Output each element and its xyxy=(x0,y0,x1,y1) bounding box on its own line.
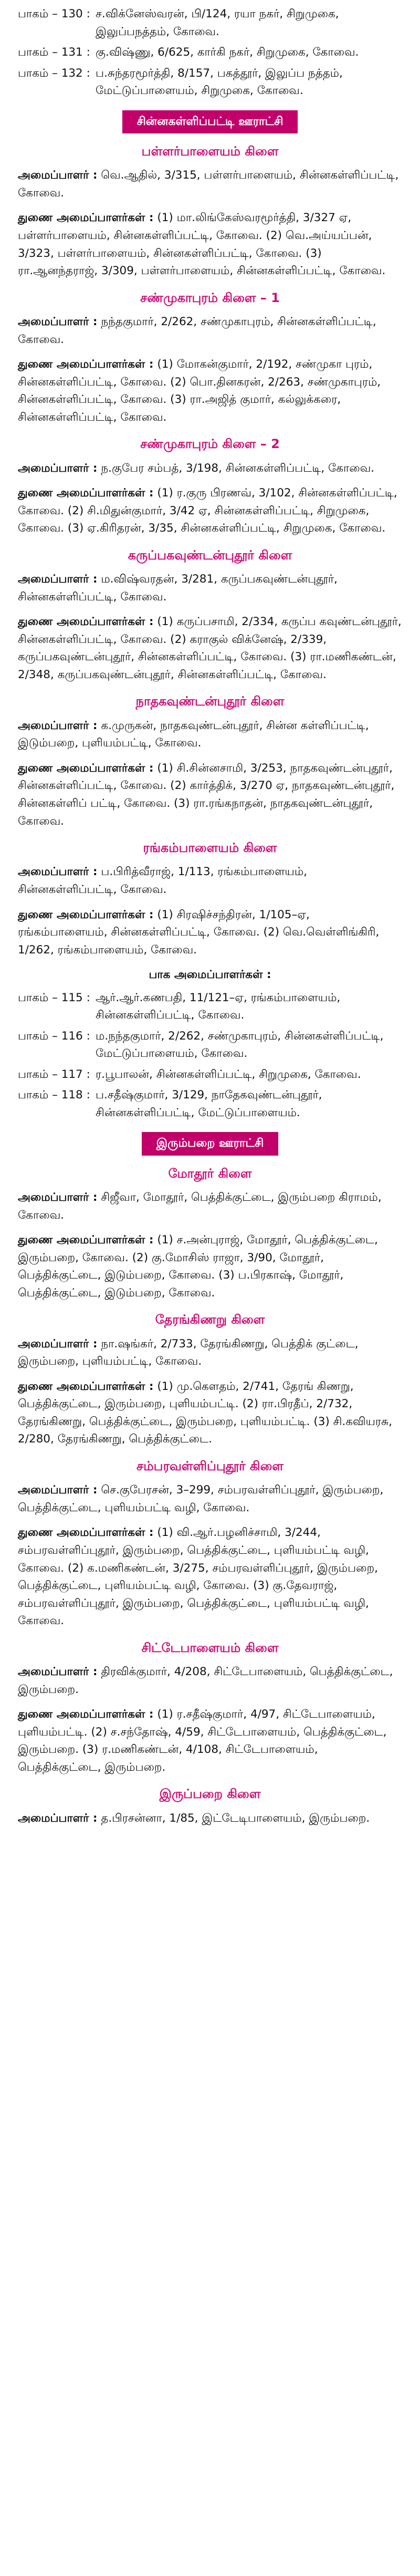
deputy-text: (1) மோகன்குமார், 2/192, சண்முகா புரம், சின்னகள்ளிப்பட்டி, கோவை. (2) பொ.தினகரன், 2/263, சண்முகாபுரம், சின்னகள்ளிப்பட்டி, கோவை. (3) ரா.அஜித் குமார், கல்லுக்கரை, சின்னகள்ளிப்பட்டி, கோவை. xyxy=(18,358,381,424)
deputy-entry xyxy=(18,209,402,279)
organizer-entry xyxy=(18,1481,402,1516)
deputy-entry xyxy=(18,356,402,426)
branch-title: இருப்பறை கிளை xyxy=(159,1786,261,1802)
ward-label: பாகம் – 115 : xyxy=(18,991,90,1004)
ward-text: ம.நந்தகுமார், 2/262, சண்முகாபுரம், சின்னகள்ளிப்பட்டி, மேட்டுப்பாளையம், கோவை. xyxy=(96,1029,384,1061)
deputy-entry xyxy=(18,1706,402,1776)
deputy-label: துணை அமைப்பாளர்கள் : xyxy=(18,486,154,500)
organizer-entry xyxy=(18,570,402,606)
organizer-text: ப.பிரித்வீராஜ், 1/113, ரங்கம்பாளையம், சின்னகள்ளிப்பட்டி, கோவை. xyxy=(18,865,307,896)
ward-row xyxy=(18,1027,402,1063)
deputy-text: (1) சி.சின்னசாமி, 3/253, நாதகவுண்டன்புதூர், சின்னகள்ளிப்பட்டி, கோவை. (2) கார்த்திக், 3/270 ஏ, நாதகவுண்டன்புதூர், சின்னகள்ளிப் பட்டி, கோவை. (3) ரா.ரங்கநாதன், நாதகவுண்டன்புதூர், கோவை. xyxy=(18,761,395,828)
organizer-label: அமைப்பாளர் : xyxy=(18,1337,98,1351)
branch-title: சம்பரவள்ளிப்புதூர் கிளை xyxy=(136,1458,284,1473)
organizer-label: அமைப்பாளர் : xyxy=(18,169,98,182)
pagam-title: பாக அமைப்பாளர்கள் : xyxy=(149,968,271,982)
ward-text: ப.சுந்தரமூர்த்தி, 8/157, பகத்தூர், இலுப்ப நத்தம், மேட்டுப்பாளையம், சிறுமுகை, கோவை. xyxy=(96,66,343,98)
ward-text: ச.விக்னேஸ்வரன், பி/124, ரயா நகர், சிறுமுகை, இலுப்பநத்தம், கோவை. xyxy=(96,7,339,38)
deputy-entry xyxy=(18,613,402,683)
branch-title: மோதூர் கிளை xyxy=(168,1166,252,1181)
section-heading: இரும்பறை ஊராட்சி xyxy=(142,1132,279,1155)
deputy-label: துணை அமைப்பாளர்கள் : xyxy=(18,908,154,921)
pagam-list xyxy=(18,989,402,1122)
organizer-text: ந.குபேர சம்பத், 3/198, சின்னகள்ளிப்பட்டி, கோவை. xyxy=(101,461,375,475)
branch-title: நாதகவுண்டன்புதூர் கிளை xyxy=(135,694,285,709)
organizer-label: அமைப்பாளர் : xyxy=(18,461,98,475)
ward-row xyxy=(18,5,402,40)
deputy-label: துணை அமைப்பாளர்கள் : xyxy=(18,1526,154,1540)
deputy-label: துணை அமைப்பாளர்கள் : xyxy=(18,615,154,629)
ward-row xyxy=(18,1086,402,1121)
deputy-text: (1) மு.கௌதம், 2/741, தேரங் கிணறு, பெத்திக்குட்டை, இரும்பறை, புளியம்பட்டி. (2) ரா.பிரதீப், 2/732, தேரங்கிணறு, பெத்திக்குட்டை, இரும்பறை, புளியம்பட்டி. (3) சி.கவியரசு, 2/280, தேரங்கிணறு, பெத்திக்குட்டை. xyxy=(18,1379,392,1446)
ward-row xyxy=(18,1066,402,1084)
organizer-text: செ.குபேரசன், 3–299, சம்பரவள்ளிப்புதூர், இரும்பறை, பெத்திக்குட்டை, புளியம்பட்டி வழி, கோவை. xyxy=(18,1483,384,1514)
organizer-entry xyxy=(18,1810,402,1827)
organizer-label: அமைப்பாளர் : xyxy=(18,1811,98,1825)
organizer-text: திரவிக்குமார், 4/208, சிட்டேபாளையம், பெத்திக்குட்டை, இரும்பறை. xyxy=(18,1665,393,1696)
organizer-entry xyxy=(18,313,402,348)
deputy-entry xyxy=(18,484,402,537)
ward-label: பாகம் – 130 : xyxy=(18,7,90,20)
organizer-entry xyxy=(18,1335,402,1370)
organizer-label: அமைப்பாளர் : xyxy=(18,719,98,732)
branch-title: கருப்பகவுண்டன்புதூர் கிளை xyxy=(128,547,292,563)
ward-label: பாகம் – 131 : xyxy=(18,46,90,59)
deputy-entry xyxy=(18,760,402,830)
ward-row xyxy=(18,989,402,1024)
organizer-entry xyxy=(18,460,402,477)
organizer-entry xyxy=(18,167,402,202)
organizer-text: க.முருகன், நாதகவுண்டன்புதூர், சின்ன கள்ளிப்பட்டி, இடும்பறை, புளியம்பட்டி, கோவை. xyxy=(18,719,369,750)
section-heading-wrap xyxy=(18,1132,402,1155)
deputy-text: (1) சிரஷிச்சந்திரன், 1/105–ஏ, ரங்கம்பாளையம், சின்னகள்ளிப்பட்டி, கோவை. (2) வெ.வெள்ளிங்கிரி, 1/262, ரங்கம்பாளையம், கோவை. xyxy=(18,908,380,957)
branch-title: தேரங்கிணறு கிளை xyxy=(155,1312,265,1327)
organizer-text: த.பிரசன்னா, 1/85, இட்டேடிபாளையம், இரும்பறை. xyxy=(101,1811,370,1825)
organizer-label: அமைப்பாளர் : xyxy=(18,1483,98,1497)
ward-text: கு.விஷ்ணு, 6/625, கார்கி நகர், சிறுமுகை, கோவை. xyxy=(96,46,359,59)
organizer-text: சிஜீவா, மோதூர், பெத்திக்குட்டை, இரும்பறை கிராமம், கோவை. xyxy=(18,1191,382,1222)
deputy-label: துணை அமைப்பாளர்கள் : xyxy=(18,211,154,225)
ward-text: ர.பூபாலன், சின்னகள்ளிப்பட்டி, சிறுமுகை, கோவை. xyxy=(96,1067,361,1081)
deputy-label: துணை அமைப்பாளர்கள் : xyxy=(18,1379,154,1393)
deputy-label: துணை அமைப்பாளர்கள் : xyxy=(18,1708,154,1721)
deputy-text: (1) ர.சதீஷ்குமார், 4/97, சிட்டேபாளையம், புளியம்பட்டி. (2) ச.சந்தோஷ், 4/59, சிட்டேபாளையம், பெத்திக்குட்டை, இரும்பறை. (3) ர.மணிகண்டன், 4/108, சிட்டேபாளையம், பெத்திக்குட்டை, இரும்பறை. xyxy=(18,1708,387,1774)
deputy-label: துணை அமைப்பாளர்கள் : xyxy=(18,358,154,371)
branch-title: சிட்டேபாளையம் கிளை xyxy=(141,1640,279,1655)
deputy-text: (1) ச.அன்புராஜ், மோதூர், பெத்திக்குட்டை, இரும்பறை, கோவை. (2) கு.மோசிஸ் ராஜா, 3/90, மோதூர், பெத்திக்குட்டை, இடும்பறை, கோவை. (3) ப.பிரகாஷ், மோதூர், பெத்திக்குட்டை, இடும்பறை, கோவை. xyxy=(18,1233,378,1300)
deputy-entry xyxy=(18,906,402,959)
organizer-label: அமைப்பாளர் : xyxy=(18,865,98,879)
organizer-text: நா.ஷங்கர், 2/733, தேரங்கிணறு, பெத்திக் குட்டை, இரும்பறை, புளியம்பட்டி, கோவை. xyxy=(18,1337,359,1368)
organizer-entry xyxy=(18,863,402,898)
organizer-entry xyxy=(18,1189,402,1224)
organizer-entry xyxy=(18,1663,402,1698)
ward-text: ப.சதீஷ்குமார், 3/129, நாதேகவுண்டன்புதூர், சின்னகள்ளிப்பட்டி, மேட்டுப்பாளையம். xyxy=(96,1088,322,1119)
ward-row xyxy=(18,44,402,61)
ward-label: பாகம் – 116 : xyxy=(18,1029,90,1043)
branch-title: சண்முகாபுரம் கிளை – 2 xyxy=(140,437,280,452)
ward-label: பாகம் – 117 : xyxy=(18,1067,90,1081)
organizer-text: நந்தகுமார், 2/262, சண்முகாபுரம், சின்னகள்ளிப்பட்டி, கோவை. xyxy=(18,315,376,346)
deputy-text: (1) கருப்பசாமி, 2/334, கருப்ப கவுண்டன்புதூர், சின்னகள்ளிப்பட்டி, கோவை. (2) கராகுல் விக்னேஷ், 2/339, கருப்பகவுண்டன்புதூர், சின்னகள்ளிப்பட்டி, கோவை. (3) ரா.மணிகண்டன், 2/348, கருப்பகவுண்டன்புதூர், சின்னகள்ளிப்பட்டி, கோவை. xyxy=(18,615,402,681)
deputy-text: (1) மா.லிங்கேஸ்வரமூர்த்தி, 3/327 ஏ, பள்ளர்பாளையம், சின்னகள்ளிப்பட்டி, கோவை. (2) வெ.அய்யப்பன், 3/323, பள்ளர்பாளையம், சின்னகள்ளிப்பட்டி, கோவை. (3) ரா.ஆனந்தராஜ், 3/309, பள்ளர்பாளையம், சின்னகள்ளிப்பட்டி, கோவை. xyxy=(18,211,386,278)
section-heading-wrap xyxy=(18,110,402,133)
branch-title: ரங்கம்பாளையம் கிளை xyxy=(143,840,277,856)
deputy-entry xyxy=(18,1378,402,1448)
organizer-text: வெ.ஆதில், 3/315, பள்ளர்பாளையம், சின்னகள்ளிப்பட்டி, கோவை. xyxy=(18,169,399,200)
branch-title: பள்ளர்பாளையம் கிளை xyxy=(141,143,279,159)
ward-row xyxy=(18,65,402,100)
deputy-text: (1) வி.ஆர்.பழனிச்சாமி, 3/244, சம்பரவள்ளிப்புதூர், இரும்பறை, பெத்திக்குட்டை, புளியம்பட்டி வழி, கோவை. (2) க.மணிகண்டன், 3/275, சம்பரவள்ளிப்புதூர், இரும்பறை, பெத்திக்குட்டை, புளியம்பட்டி வழி, கோவை. (3) கு.தேவராஜ், சம்பரவள்ளிப்புதூர், இரும்பறை, பெத்திக்குட்டை, புளியம்பட்டி வழி, கோவை. xyxy=(18,1526,378,1628)
organizer-text: ம.விஷ்வரதன், 3/281, கருப்பகவுண்டன்புதூர், சின்னகள்ளிப்பட்டி, கோவை. xyxy=(18,573,338,604)
organizer-entry xyxy=(18,717,402,752)
section-heading: சின்னகள்ளிப்பட்டி ஊராட்சி xyxy=(122,110,298,133)
deputy-label: துணை அமைப்பாளர்கள் : xyxy=(18,1233,154,1247)
deputy-text: (1) ர.குரு பிரணவ், 3/102, சின்னகள்ளிப்பட்டி, கோவை. (2) சி.மிதுன்குமார், 3/42 ஏ, சின்னகள்ளிப்பட்டி, சிறுமுகை, கோவை. (3) ஏ.கிரிதரன், 3/35, சின்னகள்ளிப்பட்டி, சிறுமுகை, கோவை. xyxy=(18,486,397,535)
deputy-entry xyxy=(18,1231,402,1302)
organizer-label: அமைப்பாளர் : xyxy=(18,573,98,586)
ward-text: ஆர்.ஆர்.கணபதி, 11/121–ஏ, ரங்கம்பாளையம், சின்னகள்ளிப்பட்டி, கோவை. xyxy=(96,991,341,1022)
organizer-label: அமைப்பாளர் : xyxy=(18,1191,98,1204)
top-ward-list xyxy=(18,5,402,100)
ward-label: பாகம் – 132 : xyxy=(18,66,90,80)
organizer-label: அமைப்பாளர் : xyxy=(18,315,98,329)
branch-title: சண்முகாபுரம் கிளை – 1 xyxy=(140,290,280,305)
ward-label: பாகம் – 118 : xyxy=(18,1088,90,1102)
organizer-label: அமைப்பாளர் : xyxy=(18,1665,98,1679)
deputy-label: துணை அமைப்பாளர்கள் : xyxy=(18,761,154,775)
deputy-entry xyxy=(18,1524,402,1629)
